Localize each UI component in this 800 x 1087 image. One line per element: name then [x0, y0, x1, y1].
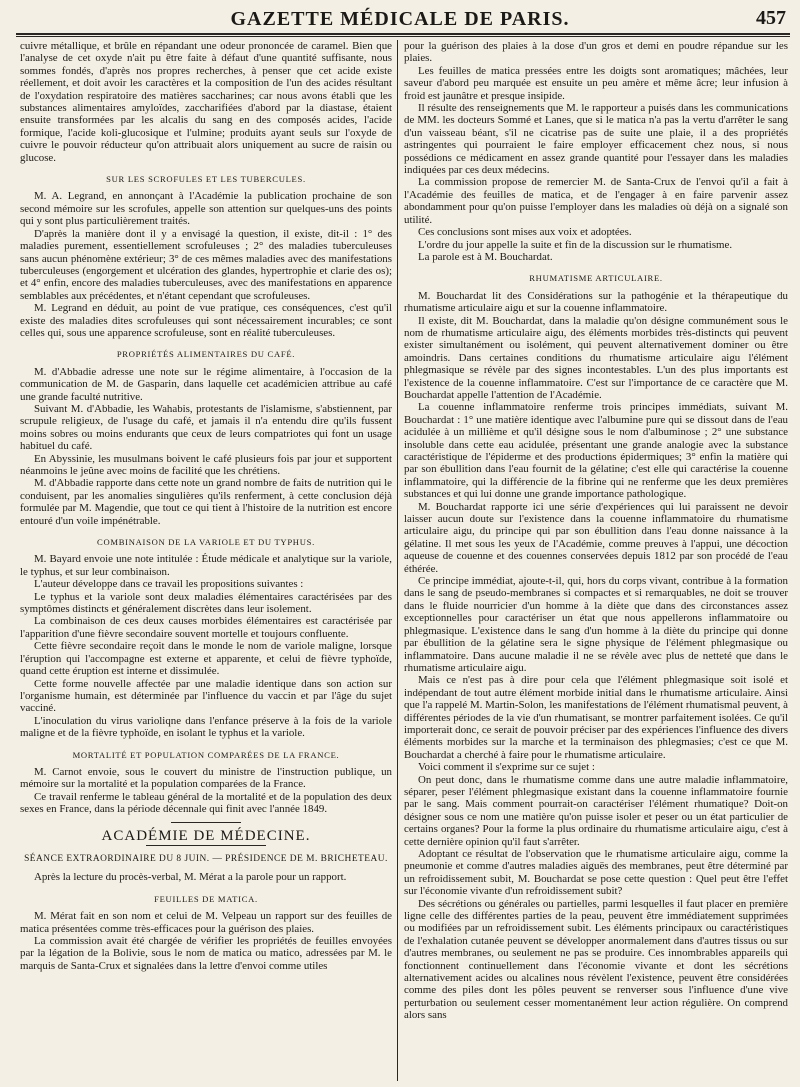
paragraph: Voici comment il s'exprime sur ce sujet : — [418, 761, 595, 774]
paragraph: En Abyssinie, les musulmans boivent le café plusieurs fois par jour et supportent néanmoins le jeûne avec moins de facilité que les chrétiens. — [20, 452, 392, 477]
paragraph: Adoptant ce résultat de l'observation que le rhumatisme articulaire aigu, comme la pneumonie et comme d'autres maladies aiguës des membranes, peut être déterminé par un refroidissement subit, M. Bouchardat se pose cette question : Quel peut être l'effet sur l'économie vivante d'un refroidissement subit? — [404, 848, 788, 898]
paragraph: Après la lecture du procès-verbal, M. Mérat a la parole pour un rapport. — [34, 871, 347, 884]
paragraph: Mais ce n'est pas à dire pour cela que l'élément phlegmasique soit isolé et indépendant de tout autre élément morbide initial dans le rhumatisme articulaire. Ainsi que l'a rappelé M. Martin-Solon, les manifestations de l'élément rhumatismal peuvent, à différentes périodes de la vie d'un rhumatisant, se montrer parfaitement isolées. Ce qu'il importerait donc, ce serait de pouvoir préciser par des expériences l'influence des divers éléments morbides sur la marche et la terminaison des phlegmasies; c'est ce que M. Bouchardat a cherché à faire pour le rhumatisme articulaire. — [404, 674, 788, 761]
paragraph: pour la guérison des plaies à la dose d'un gros et demi en poudre répandue sur les plaies. — [404, 40, 788, 65]
paragraph: L'ordre du jour appelle la suite et fin de la discussion sur le rhumatisme. — [418, 238, 733, 251]
paragraph: M. d'Abbadie adresse une note sur le régime alimentaire, à l'occasion de la communication de M. de Gasparin, dans laquelle cet académicien attribue au café une grande faculté nutritive. — [20, 365, 392, 403]
paragraph: L'auteur développe dans ce travail les propositions suivantes : — [34, 578, 304, 591]
section-title-variole: COMBINAISON DE LA VARIOLE ET DU TYPHUS. — [97, 537, 315, 548]
section-divider — [171, 822, 241, 823]
paragraph: La parole est à M. Bouchardat. — [418, 250, 553, 263]
left-column — [20, 40, 392, 1083]
paragraph: M. Carnot envoie, sous le couvert du ministre de l'instruction publique, un mémoire sur la mortalité et la population comparées de la France. — [20, 765, 392, 791]
paragraph: L'inoculation du virus varioliqne dans l'enfance préserve à la fois de la variole maligne et de la fièvre typhoïde, en isolant le typhus et la variole. — [20, 714, 392, 740]
section-title-matica: FEUILLES DE MATICA. — [154, 893, 258, 904]
paragraph: M. Bouchardat lit des Considérations sur la pathogénie et la thérapeutique du rhumatisme articulaire aigu et sur la couenne inflammatoire. — [404, 289, 788, 315]
section-title-mortalite: MORTALITÉ ET POPULATION COMPARÉES DE LA FRANCE. — [72, 749, 340, 760]
paragraph: Les feuilles de matica pressées entre les doigts sont aromatiques; mâchées, leur saveur d'abord peu marquée est ensuite un peu amère et même âcre; leur infusion à froid est jaunâtre et presque insipide. — [404, 64, 788, 102]
paragraph: Cette fièvre secondaire reçoit dans le monde le nom de variole maligne, lorsque l'éruption qui l'accompagne est externe et apparente, et celui de fièvre typhoïde, quand cette éruption est interne et dissimulée. — [20, 640, 392, 678]
header-rule — [16, 33, 790, 35]
academy-rule — [146, 845, 266, 846]
paragraph: Cette forme nouvelle affectée par une maladie identique dans son action sur l'organisme humain, est déterminée par l'influence du vaccin et par l'âge du sujet vacciné. — [20, 677, 392, 715]
paragraph: La commission avait été chargée de vérifier les propriétés de feuilles envoyées par la légation de la Bolivie, sous le nom de matica ou matico, adressées par M. le marquis de Santa-Crux et signalées dans la lettre d'envoi comme utiles — [20, 935, 392, 972]
opening-paragraph: cuivre métallique, et brûle en répandant une odeur prononcée de caramel. Bien que l'analyse de cet oxyde n'ait pu être faite à défaut d'une quantité suffisante, nous sommes fondés, d'après nos propres recherches, à penser que cet acide existe réellement, et doit avoir les caractères et la composition de l'un des acides résultant de l'oxydation respiratoire des matières saccharines; car nous avons établi que les substances alimentaires amyloïdes, zaccharifiées d'abord par la diastase, étaient ensuite transformées par les alcalis du sang en des composés acides, l'acide formique, l'acide koli-glucosique et l'ulmine; produits ayant seuls sur l'oxyde de cuivre le pouvoir réducteur qu'on attribuait alors uniquement au sucre de raisin ou glucose. — [20, 40, 392, 164]
paragraph: Ces conclusions sont mises aux voix et adoptées. — [418, 226, 632, 239]
paragraph: La combinaison de ces deux causes morbides élémentaires est caractérisée par l'apparition d'une fièvre secondaire souvent mortelle et toujours confluente. — [20, 615, 392, 640]
right-column — [404, 40, 788, 1083]
journal-title: GAZETTE MÉDICALE DE PARIS. — [230, 8, 570, 30]
paragraph: Ce principe immédiat, ajoute-t-il, qui, hors du corps vivant, contribue à la formation dans le sang de pseudo-membranes si compactes et si remarquables, ne doit se trouver dans le fluide nourricier d'un homme à la diète que dans des circonstances assez exceptionnelles pour caractériser un état que nous appellerons inflammatoire ou phlegmasique. L'existence dans le sang d'un homme à la diète du principe qui donne par ébullition de la gélatine sera le signe physique de l'élément phlegmasique ou inflammatoire. Dans aucune maladie il ne se révèle avec plus de netteté que dans le rhumatisme articulaire aigu. — [404, 575, 788, 674]
academy-heading: ACADÉMIE DE MÉDECINE. — [101, 827, 311, 844]
paragraph: M. Bayard envoie une note intitulée : Étude médicale et analytique sur la variole, le typhus, et sur leur combinaison. — [20, 553, 392, 578]
paragraph: La couenne inflammatoire renferme trois principes immédiats, suivant M. Bouchardat : 1° une matière identique avec l'albumine pure qui se dissout dans de l'eau acidulée à un millième et qu'il désigne sous le nom d'albuminose ; 2° une substance insoluble dans cette eau acidulée, présentant une grande analogie avec la substance caractéristique de l'épiderme et des productions épidermiques; 3° enfin la matière qui par son ébullition dans l'eau fournit de la gélatine; c'est elle qui caractérise la couenne inflammatoire, qui la différencie de la fibrine qui ne renferme que les deux premières substances et qui lui donne une grande importance pathologique. — [404, 401, 788, 501]
section-title-cafe: PROPRIÉTÉS ALIMENTAIRES DU CAFÉ. — [116, 349, 296, 360]
paragraph: Des sécrétions ou générales ou partielles, parmi lesquelles il faut placer en première ligne celle des différentes parties de la peau, peuvent être immédiatement supprimées ou modifiées par un refroidissement subit. Les éléments principaux ou caractéristiques de l'exhalation cutanée peuvent se développer anormalement dans d'autres tissus ou sur d'autres membranes, ou seulement ne pas se produire. Ces innombrables appareils qui fonctionnent continuellement dans l'économie vivante et dont les sécrétions alternativement acides ou alcalines nous révèlent l'existence, peuvent être considérées comme des piles dont les pôles peuvent se renverser sous l'influence d'une vive perturbation ou seulement cesser momentanément leur action régulière. On comprend alors sans — [404, 897, 788, 1022]
header-rule-thin — [16, 36, 790, 37]
seance-heading: SÉANCE EXTRAORDINAIRE DU 8 JUIN. — PRÉSIDENCE DE M. BRICHETEAU. — [24, 853, 388, 864]
paragraph: M. d'Abbadie rapporte dans cette note un grand nombre de faits de nutrition qui le conduisent, par les anomalies singulières qu'ils renferment, à cette conclusion déjà formulée par M. Magendie, que tout ce qui tient à l'histoire de la nutrition est encore entouré d'un voile impénétrable. — [20, 477, 392, 527]
paragraph: Ce travail renferme le tableau général de la mortalité et de la population des deux sexes en France, dans la période décennale qui finit avec l'année 1849. — [20, 790, 392, 816]
running-head — [0, 4, 800, 34]
paragraph: M. Legrand en déduit, au point de vue pratique, ces conséquences, c'est qu'il existe des maladies dites scrofuleuses qui sont nécessairement incurables; ce sont celles qui, sous une apparence scrofuleuse, sont en réalité tuberculeuses. — [20, 302, 392, 339]
section-title-scrofules: SUR LES SCROFULES ET LES TUBERCULES. — [106, 174, 306, 185]
paragraph: M. A. Legrand, en annonçant à l'Académie la publication prochaine de son second mémoire sur les scrofules, appelle son attention sur quelques-uns des points qui y sont plus particulièrement traités. — [20, 190, 392, 228]
paragraph: M. Bouchardat rapporte ici une série d'expériences qui lui paraissent ne devoir laisser aucun doute sur l'existence dans la couenne inflammatoire du rhumatisme articulaire aigu, du principe qui par son ébullition dans l'eau donne naissance à la gélatine. Il met sous les yeux de l'Académie, comme preuves à l'appui, une décoction aqueuse de couenne et des couennes conservées depuis 1812 par son procédé de l'eau éthérée. — [404, 500, 788, 575]
paragraph: Il résulte des renseignements que M. le rapporteur a puisés dans les communications de MM. les docteurs Sommé et Lanes, que si le matica n'a pas la vertu d'arrêter le sang d'un vaisseau béant, s'il ne cicatrise pas de suite une plaie, il a des propriétés astringentes qui pourraient le faire employer efficacement chez nous, si nous possédions ce médicament en assez grande quantité pour l'essayer dans les maladies indiquées par ces deux médecins. — [404, 102, 788, 177]
paragraph: D'après la manière dont il y a envisagé la question, il existe, dit-il : 1° des maladies purement, essentiellement scrofuleuses ; 2° des maladies tuberculeuses sans aucun phénomène extérieur; 3° de ces mêmes maladies avec des manifestations tuberculeuses (engorgement et ulcération des glandes, hypertrophie et clarie des os); et 4° enfin, encore des maladies tuberculeuses, avec des manifestations en apparence semblables aux précédentes, et n'étant cependant que scrofuleuses. — [20, 227, 392, 302]
paragraph: Le typhus et la variole sont deux maladies élémentaires caractérisées par des symptômes distincts et généralement discrètes dans leur isolement. — [20, 590, 392, 616]
section-title-rhumatisme: RHUMATISME ARTICULAIRE. — [529, 273, 663, 284]
paragraph: M. Mérat fait en son nom et celui de M. Velpeau un rapport sur des feuilles de matica présentées comme très-efficaces pour la guérison des plaies. — [20, 910, 392, 935]
paragraph: La commission propose de remercier M. de Santa-Crux de l'envoi qu'il a fait à l'Académie des feuilles de matica, et de l'engager à en faire parvenir assez abondamment pour qu'on puisse l'employer dans les maladies où déjà on a signalé son utilité. — [404, 176, 788, 226]
paragraph: On peut donc, dans le rhumatisme comme dans une autre maladie inflammatoire, séparer, peser l'élément phlegmasique existant dans la couenne inflammatoire fournie par le sang. Mais comment pourrait-on caractériser l'élément rhumatique? Doit-on désigner sous ce nom une matière qu'on puisse isoler et peser ou un état particulier de certains organes? Pour la forme la plus ordinaire du rhumatisme articulaire aigu, c'est à cette dernière opinion qu'il faut s'arrêter. — [404, 773, 788, 848]
column-rule — [397, 40, 398, 1081]
paragraph: Suivant M. d'Abbadie, les Wahabis, protestants de l'islamisme, s'abstiennent, par scrupule religieux, de l'usage du café, et jamais il n'a entendu dire qu'ils fussent moins sobres ou moins endurants que ceux de leurs compatriotes qui font un usage habituel du café. — [20, 402, 392, 453]
page-number: 457 — [756, 7, 786, 29]
paragraph: Il existe, dit M. Bouchardat, dans la maladie qu'on désigne communément sous le nom de rhumatisme articulaire aigu, des éléments morbides très-distincts qui peuvent exister simultanément ou isolément, qui peuvent alternativement dominer ou être amoindris. Dans certaines conditions du rhumatisme articulaire aigu l'élément phlegmasique se révèle par des signes incontestables. L'un des plus importants est l'existence de la couenne inflammatoire. C'est sur l'importance de ce caractère que M. Bouchardat appelle l'attention de l'Académie. — [404, 314, 788, 401]
